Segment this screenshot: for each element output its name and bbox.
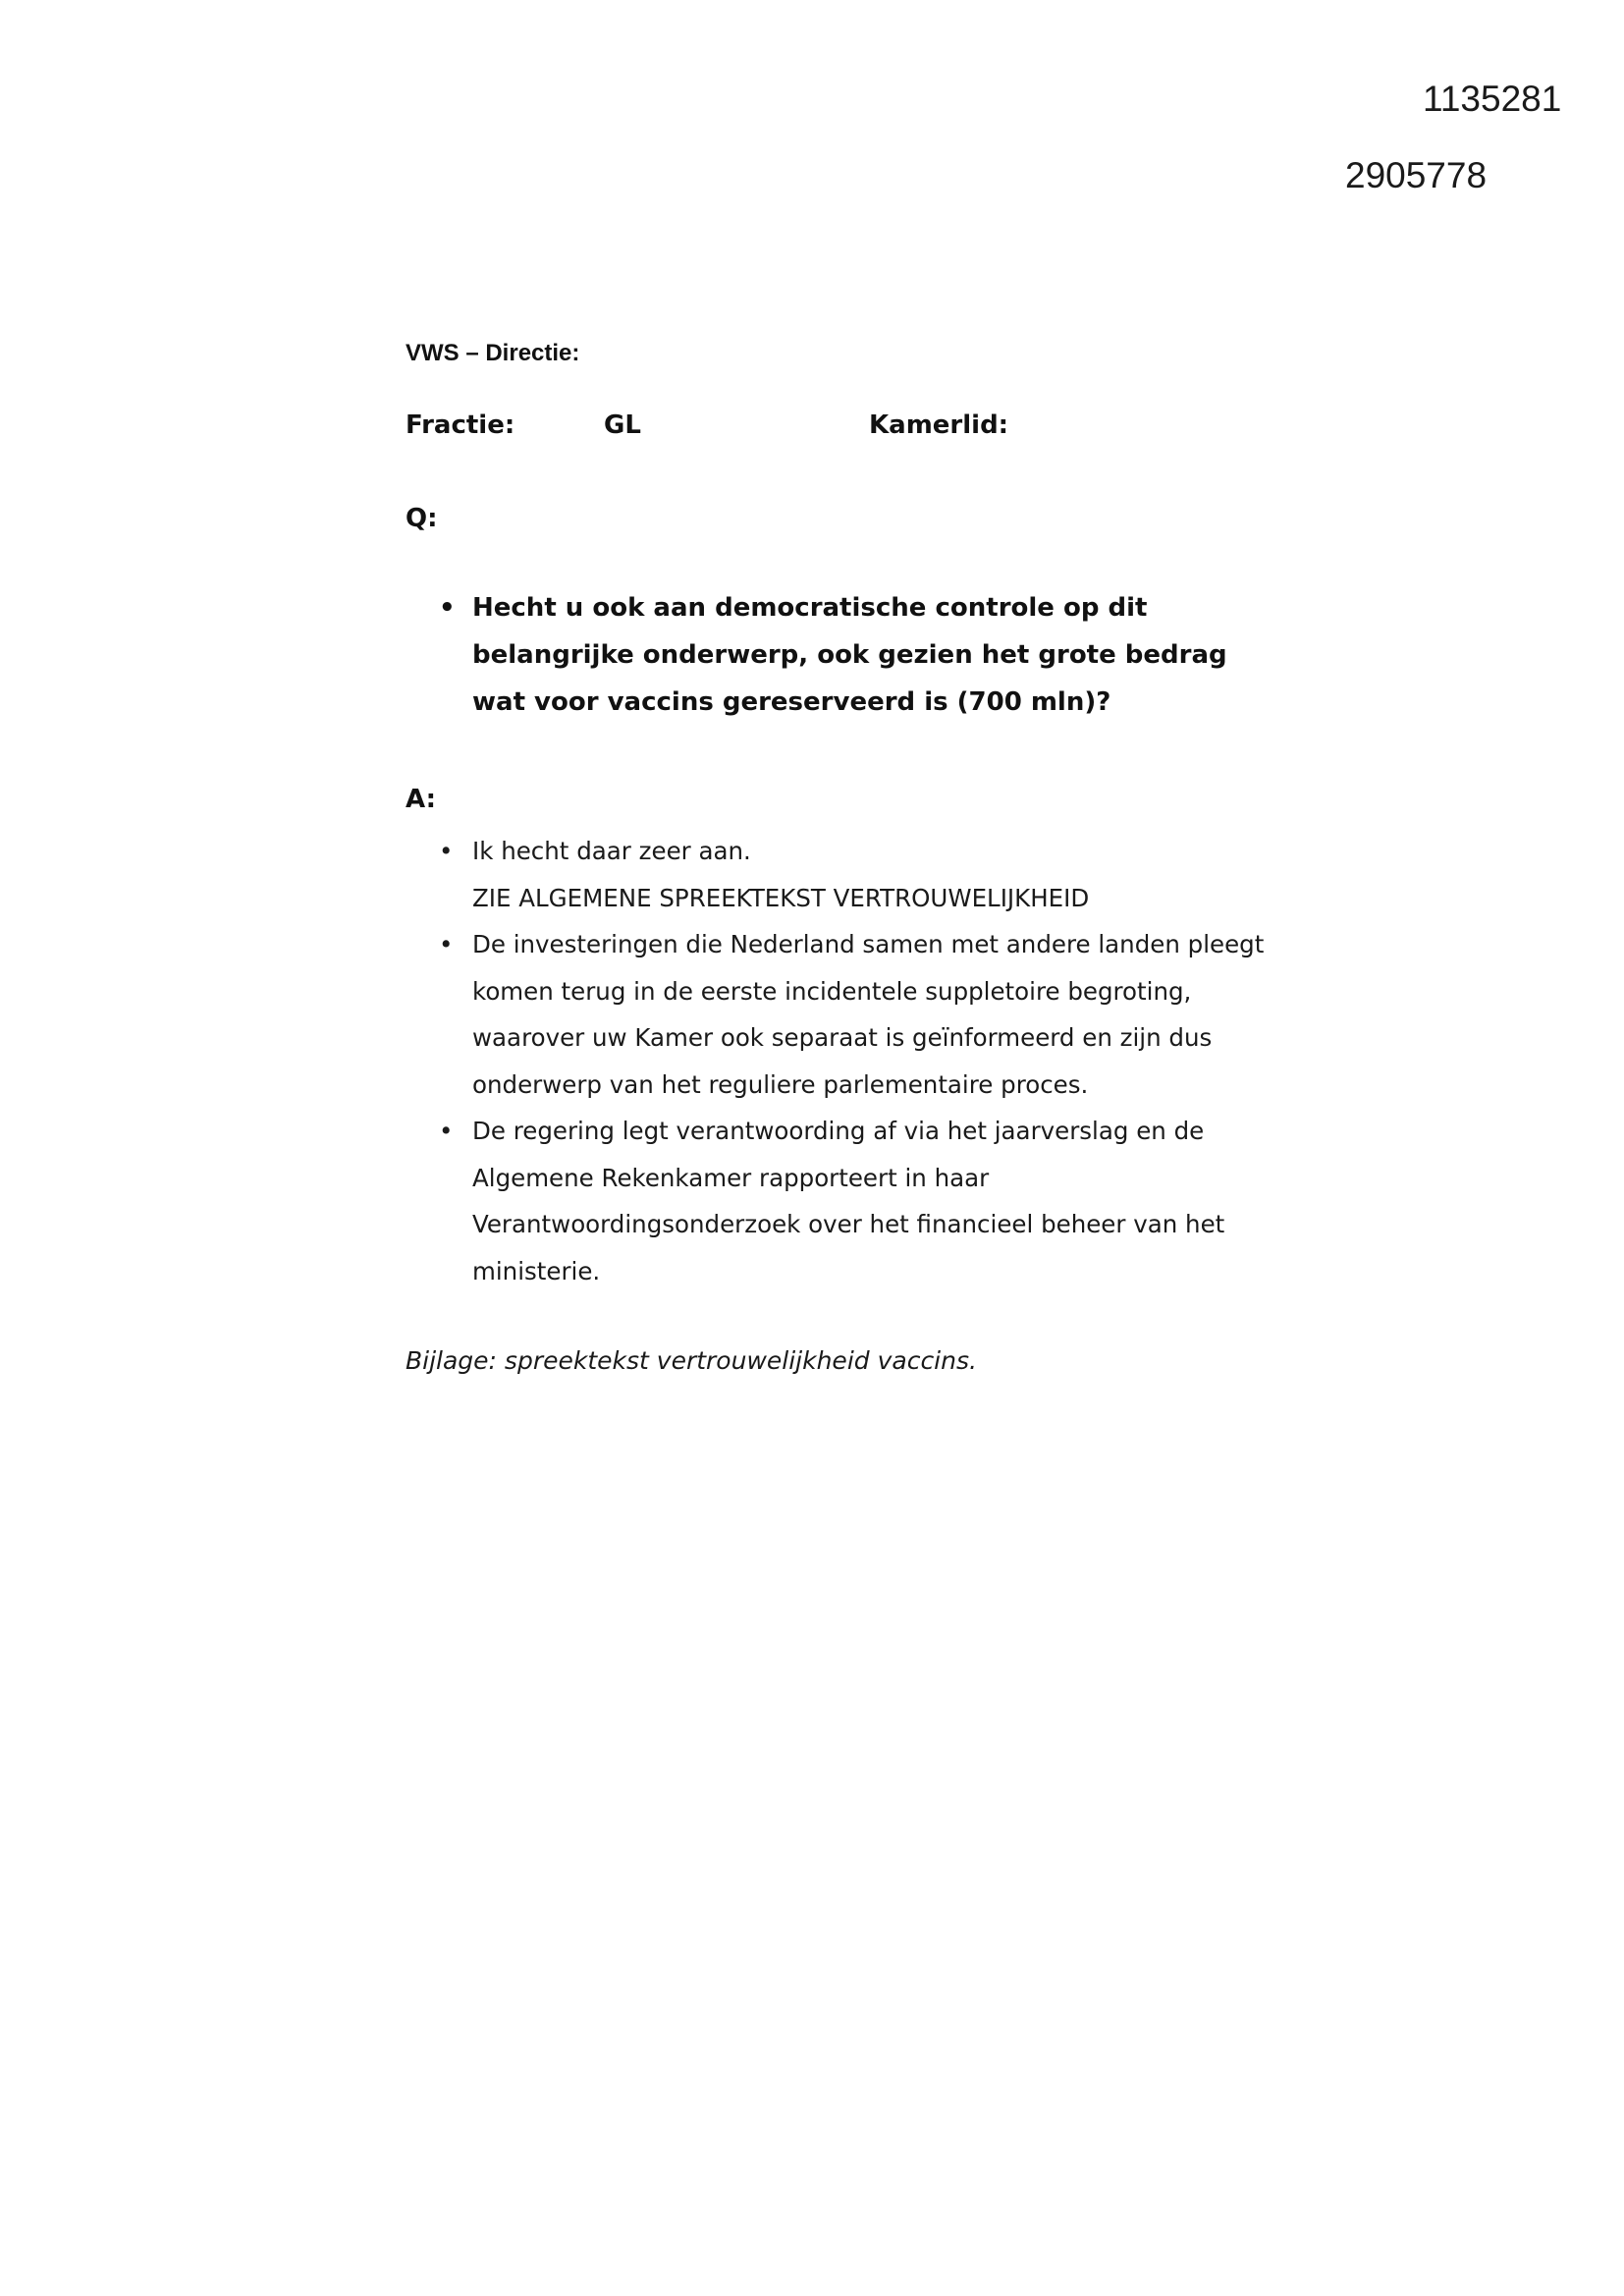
fractie-label: Fractie: <box>406 410 515 440</box>
fractie-value: GL <box>604 410 641 440</box>
answer-label: A: <box>406 785 437 814</box>
question-list <box>406 584 1270 726</box>
answer-item <box>472 828 1270 921</box>
fractie-row <box>406 408 1270 443</box>
question-label: Q: <box>406 504 438 533</box>
answer-list <box>406 828 1270 1294</box>
document-body <box>406 339 1270 1403</box>
answer-item-note: ZIE ALGEMENE SPREEKTEKST VERTROUWELIJKHEID <box>472 883 1090 912</box>
kamerlid-label: Kamerlid: <box>869 410 1009 440</box>
answer-item-text: De investeringen die Nederland samen met andere landen pleegt komen terug in de eerste incidentele suppletoire begroting, waarover uw Kamer ook separaat is geïnformeerd en zijn dus onderwerp van het reguliere parlementaire proces. <box>472 930 1265 1099</box>
document-number-secondary: 2905778 <box>1345 155 1488 195</box>
answer-item-text: • Ik hecht daar zeer aan. <box>472 837 751 865</box>
directorate-label: VWS – Directie: <box>406 340 580 366</box>
answer-item <box>472 921 1270 1108</box>
document-number-primary: 1135281 <box>1423 79 1562 119</box>
answer-item <box>472 1108 1270 1294</box>
question-item: • Hecht u ook aan democratische controle op dit belangrijke onderwerp, ook gezien het grote bedrag wat voor vaccins gereserveerd is (700 mln)? <box>472 584 1270 726</box>
appendix-note: Bijlage: spreektekst vertrouwelijkheid vaccins. <box>406 1346 977 1375</box>
answer-item-text: De regering legt verantwoording af via het jaarverslag en de Algemene Rekenkamer rapporteert in haar Verantwoordingsonderzoek over het financieel beheer van het ministerie. <box>472 1117 1225 1285</box>
